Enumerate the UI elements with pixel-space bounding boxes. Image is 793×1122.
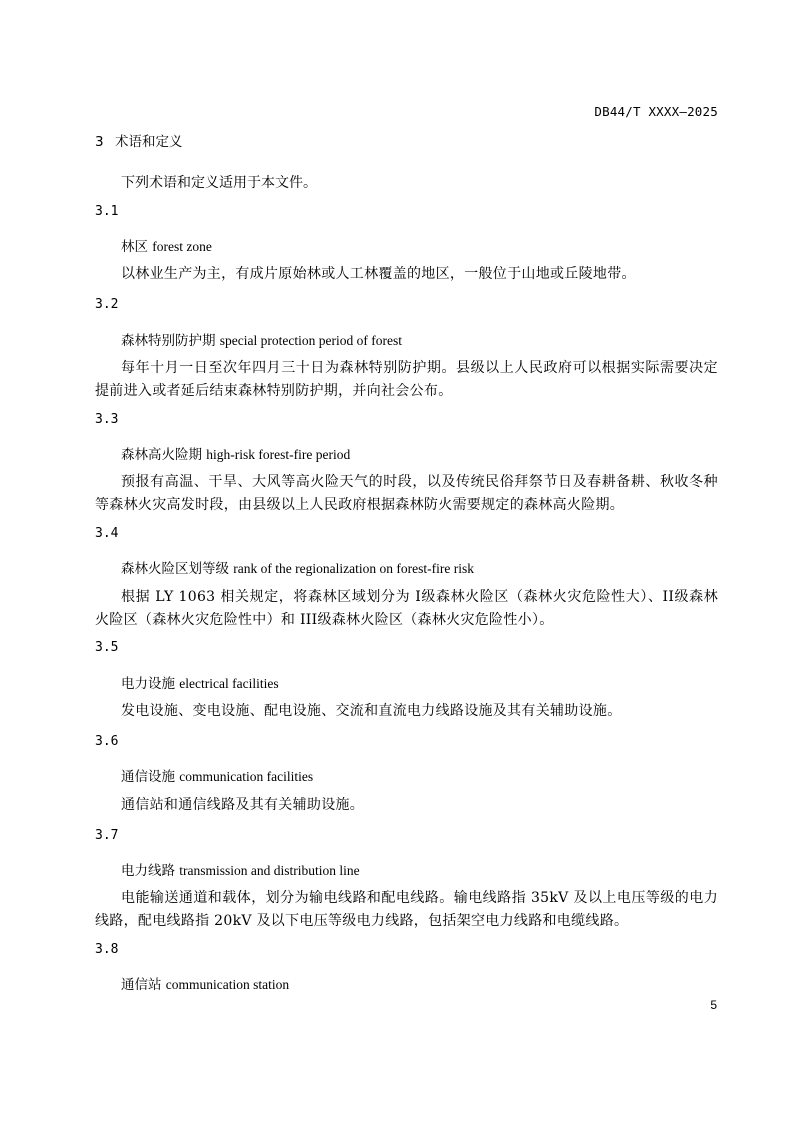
term-title-cn: 通信设施: [121, 769, 175, 785]
term-title: [121, 443, 350, 463]
term-title-en: high-risk forest-fire period: [206, 447, 351, 462]
section-heading: [95, 130, 183, 150]
term-number: 3.4: [95, 526, 119, 541]
term-title-cn: 电力线路: [121, 863, 175, 879]
term-title-cn: 通信站: [121, 977, 162, 993]
term-title: [121, 765, 313, 785]
term-number: 3.8: [95, 942, 119, 957]
term-title-cn: 森林火险区划等级: [121, 561, 229, 577]
term-title-en: transmission and distribution line: [179, 863, 360, 878]
term-title-cn: 森林特别防护期: [121, 333, 216, 349]
term-title-en: rank of the regionalization on forest-fire risk: [233, 561, 474, 576]
term-title: [121, 973, 289, 993]
term-title-cn: 森林高火险期: [121, 447, 202, 463]
term-title-en: special protection period of forest: [219, 333, 402, 348]
term-definition: 电能输送通道和载体，划分为输电线路和配电线路。输电线路指 35kV 及以上电压等级的电力线路，配电线路指 20kV 及以下电压等级电力线路，包括架空电力线路和电缆线路。: [95, 890, 718, 929]
document-code: DB44/T XXXX—2025: [594, 104, 718, 119]
term-title-en: forest zone: [152, 239, 212, 254]
term-definition: 预报有高温、干旱、大风等高火险天气的时段，以及传统民俗拜祭节日及春耕备耕、秋收冬种等森林火灾高发时段，由县级以上人民政府根据森林防火需要规定的森林高火险期。: [95, 474, 718, 513]
intro-paragraph: 下列术语和定义适用于本文件。: [121, 175, 317, 191]
term-number: 3.2: [95, 297, 119, 312]
term-title: [121, 859, 360, 879]
term-definition: 以林业生产为主，有成片原始林或人工林覆盖的地区，一般位于山地或丘陵地带。: [121, 266, 636, 282]
term-title: [121, 672, 279, 692]
section-number: 3: [95, 134, 104, 150]
term-number: 3.1: [95, 204, 119, 219]
term-title-en: communication facilities: [179, 769, 314, 784]
term-number: 3.7: [95, 828, 119, 843]
term-title: [121, 235, 212, 255]
term-title-en: electrical facilities: [179, 676, 279, 691]
term-definition: 每年十月一日至次年四月三十日为森林特别防护期。县级以上人民政府可以根据实际需要决定提前进入或者延后结束森林特别防护期，并向社会公布。: [95, 360, 718, 399]
term-title-en: communication station: [165, 977, 290, 992]
term-title-cn: 林区: [121, 239, 148, 255]
term-definition: 根据 LY 1063 相关规定，将森林区域划分为 I级森林火险区（森林火灾危险性大）、II级森林火险区（森林火灾危险性中）和 III级森林火险区（森林火灾危险性小）。: [95, 589, 718, 628]
term-title-cn: 电力设施: [121, 676, 175, 692]
term-definition: 发电设施、变电设施、配电设施、交流和直流电力线路设施及其有关辅助设施。: [121, 703, 622, 719]
term-number: 3.6: [95, 734, 119, 749]
term-definition: 通信站和通信线路及其有关辅助设施。: [121, 797, 365, 813]
term-number: 3.3: [95, 412, 119, 427]
section-title: 术语和定义: [115, 134, 183, 150]
term-title: [121, 557, 474, 577]
term-number: 3.5: [95, 640, 119, 655]
page-number: 5: [710, 998, 717, 1012]
term-title: [121, 329, 402, 349]
